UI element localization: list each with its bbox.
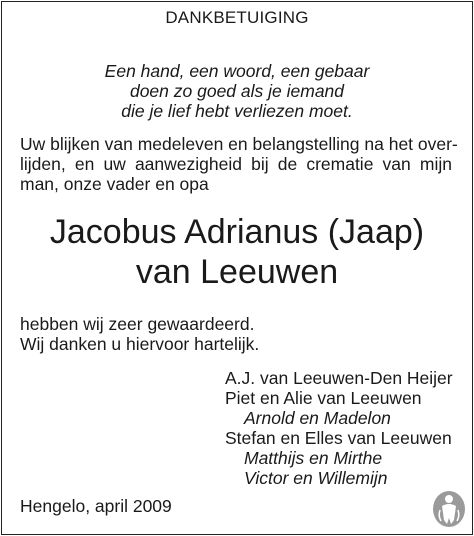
thanks-line-1: hebben wij zeer gewaardeerd. bbox=[20, 314, 255, 334]
heading: DANKBETUIGING bbox=[165, 8, 309, 27]
deceased-name-line-2: van Leeuwen bbox=[135, 253, 339, 291]
thanks-line-2: Wij danken u hiervoor hartelijk. bbox=[20, 334, 260, 354]
place-date: Hengelo, april 2009 bbox=[20, 496, 172, 516]
intro-line-3: man, onze vader en opa bbox=[20, 174, 209, 194]
signatory-2: Piet en Alie van Leeuwen bbox=[225, 388, 422, 408]
poem-line-2: doen zo goed als je iemand bbox=[129, 81, 345, 101]
poem-line-1: Een hand, een woord, een gebaar bbox=[104, 61, 370, 81]
intro-line-1: Uw blijken van medeleven en belangstelling na het over- bbox=[20, 134, 458, 154]
signatory-4: Stefan en Elles van Leeuwen bbox=[225, 428, 452, 448]
signatory-1: A.J. van Leeuwen-Den Heijer bbox=[225, 368, 453, 388]
signatory-6: Victor en Willemijn bbox=[244, 468, 388, 488]
intro-line-2: lijden, en uw aanwezigheid bij de crematie van mijn bbox=[20, 154, 452, 174]
memorial-figure-icon bbox=[432, 490, 466, 528]
deceased-name-line-1: Jacobus Adrianus (Jaap) bbox=[49, 213, 425, 251]
signatory-5: Matthijs en Mirthe bbox=[244, 448, 383, 468]
poem-line-3: die je lief hebt verliezen moet. bbox=[121, 101, 353, 121]
signatory-3: Arnold en Madelon bbox=[244, 408, 391, 428]
